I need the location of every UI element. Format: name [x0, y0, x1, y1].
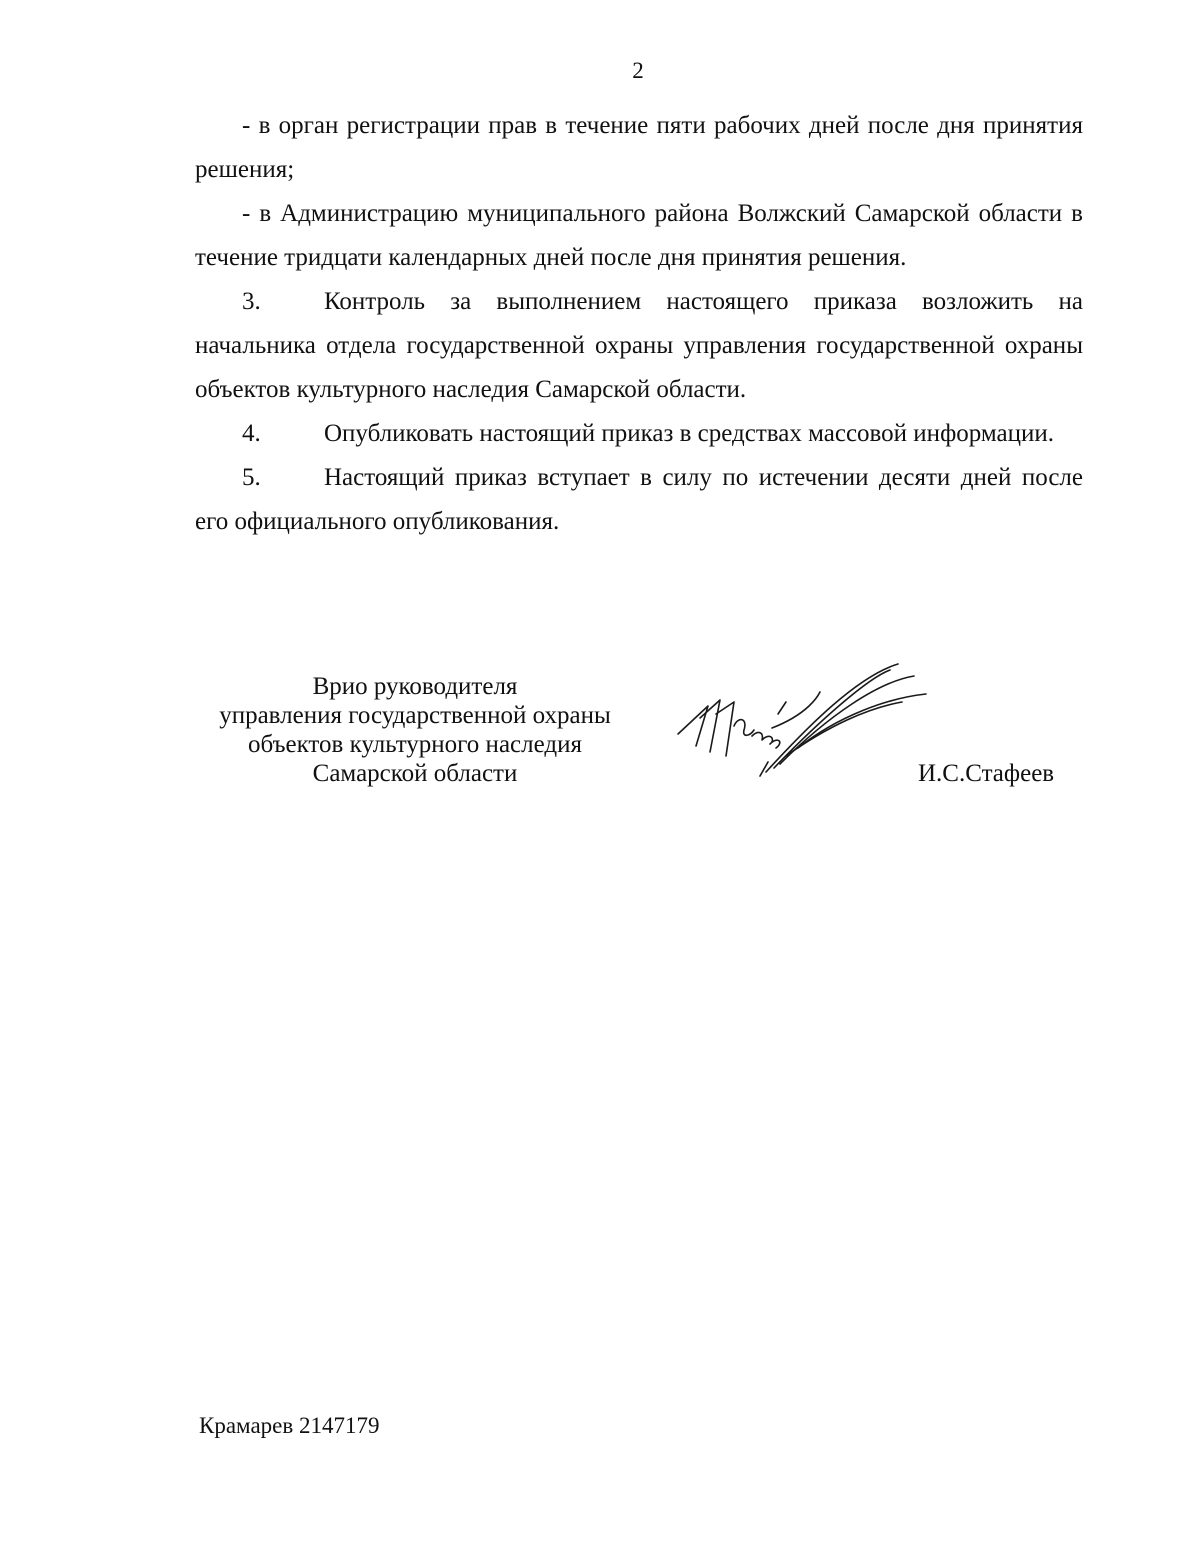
item-text: Контроль за выполнением настоящего приказа возложить на начальника отдела государственной охраны управления государственной охраны объектов культурного наследия Самарской области.	[195, 288, 1083, 403]
numbered-item-5	[195, 456, 1083, 544]
numbered-item-4	[195, 412, 1083, 456]
item-number: 4.	[242, 420, 261, 447]
position-line: Самарской области	[312, 760, 518, 787]
signatory-name: И.С.Стафеев	[918, 760, 1055, 787]
signatory-position	[195, 672, 635, 788]
position-line: управления государственной охраны	[219, 702, 611, 729]
document-body	[195, 104, 1083, 544]
item-number: 5.	[242, 464, 261, 491]
item-number: 3.	[242, 288, 261, 315]
position-line: Врио руководителя	[312, 673, 518, 700]
paragraph-registration-body: - в орган регистрации прав в течение пяти рабочих дней после дня принятия решения;	[195, 112, 1083, 183]
page-number: 2	[632, 58, 644, 83]
item-text: Опубликовать настоящий приказ в средствах массовой информации.	[324, 420, 1055, 447]
numbered-item-3	[195, 280, 1083, 412]
item-text: Настоящий приказ вступает в силу по истечении десяти дней после его официального опубликования.	[195, 464, 1083, 535]
executor-contact: Крамарев 2147179	[199, 1413, 380, 1438]
position-line: объектов культурного наследия	[248, 731, 582, 758]
handwritten-signature	[668, 656, 938, 786]
paragraph-administration: - в Администрацию муниципального района Волжский Самарской области в течение тридцати календарных дней после дня принятия решения.	[195, 200, 1083, 271]
